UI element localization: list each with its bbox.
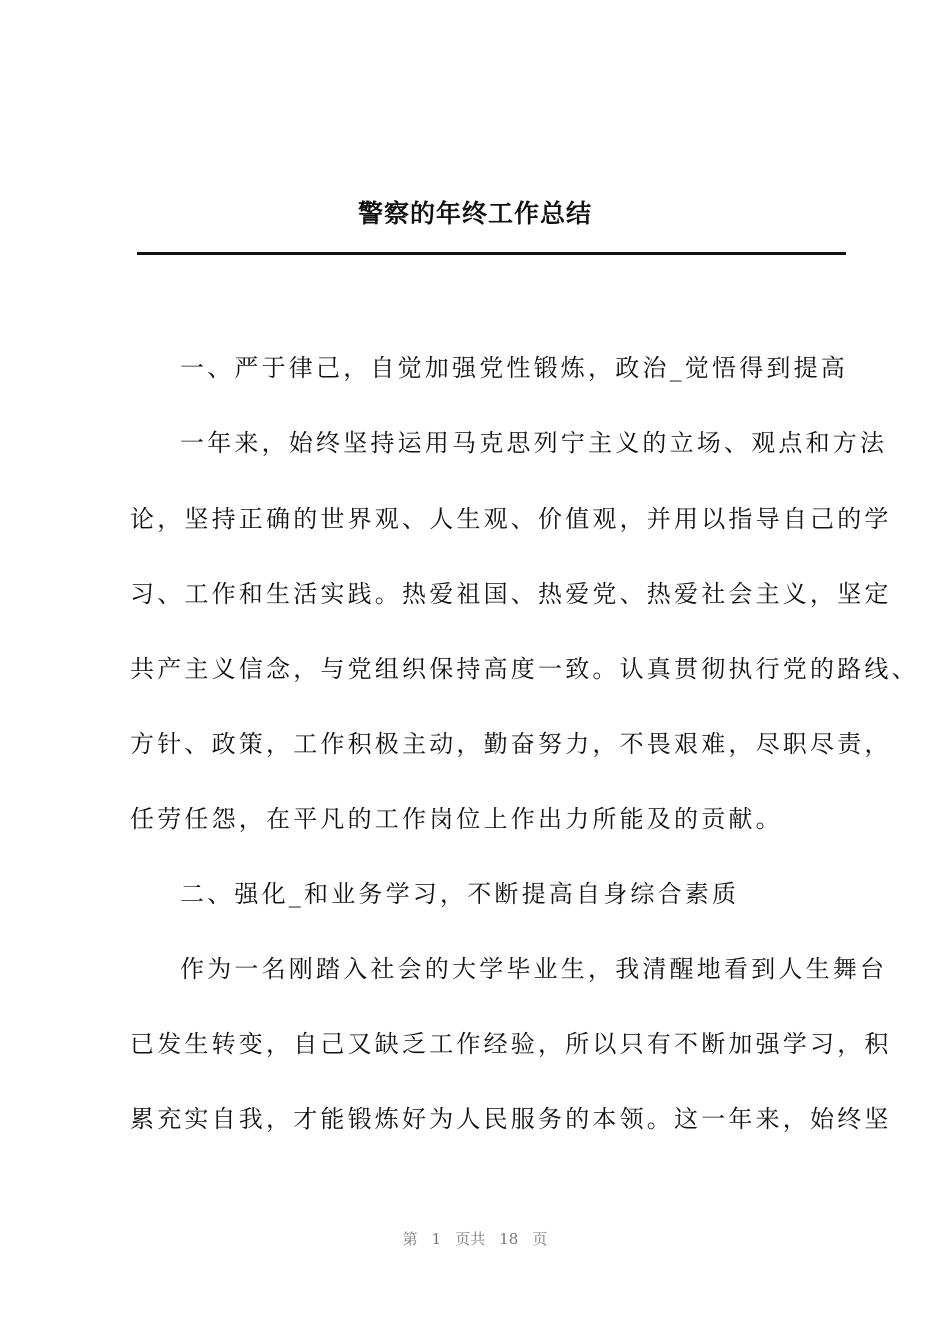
paragraph-line: 任劳任怨，在平凡的工作岗位上作出力所能及的贡献。	[130, 805, 783, 833]
paragraph-line: 一年来，始终坚持运用马克思列宁主义的立场、观点和方法	[180, 429, 888, 457]
paragraph-line: 已发生转变，自己又缺乏工作经验，所以只有不断加强学习，积	[130, 1030, 892, 1058]
paragraph-line: 共产主义信念，与党组织保持高度一致。认真贯彻执行党的路线、	[130, 655, 919, 683]
section-heading-2: 二、强化_和业务学习，不断提高自身综合素质	[180, 880, 740, 908]
paragraph-line: 习、工作和生活实践。热爱祖国、热爱党、热爱社会主义，坚定	[130, 580, 892, 608]
paragraph-line: 作为一名刚踏入社会的大学毕业生，我清醒地看到人生舞台	[180, 955, 888, 983]
title-underline	[137, 252, 846, 255]
page-footer	[0, 1229, 950, 1249]
footer-prefix: 第	[402, 1230, 418, 1248]
footer-current-page: 1	[431, 1230, 442, 1248]
footer-suffix: 页	[532, 1230, 548, 1248]
footer-middle: 页共	[455, 1230, 486, 1248]
paragraph-line: 论，坚持正确的世界观、人生观、价值观，并用以指导自己的学	[130, 505, 892, 533]
paragraph-line: 累充实自我，才能锻炼好为人民服务的本领。这一年来，始终坚	[130, 1105, 892, 1133]
document-title: 警察的年终工作总结	[357, 199, 592, 228]
section-heading-1: 一、严于律己，自觉加强党性锻炼，政治_觉悟得到提高	[180, 354, 848, 382]
paragraph-line: 方针、政策，工作积极主动，勤奋努力，不畏艰难，尽职尽责，	[130, 730, 892, 758]
footer-total-pages: 18	[499, 1230, 519, 1248]
